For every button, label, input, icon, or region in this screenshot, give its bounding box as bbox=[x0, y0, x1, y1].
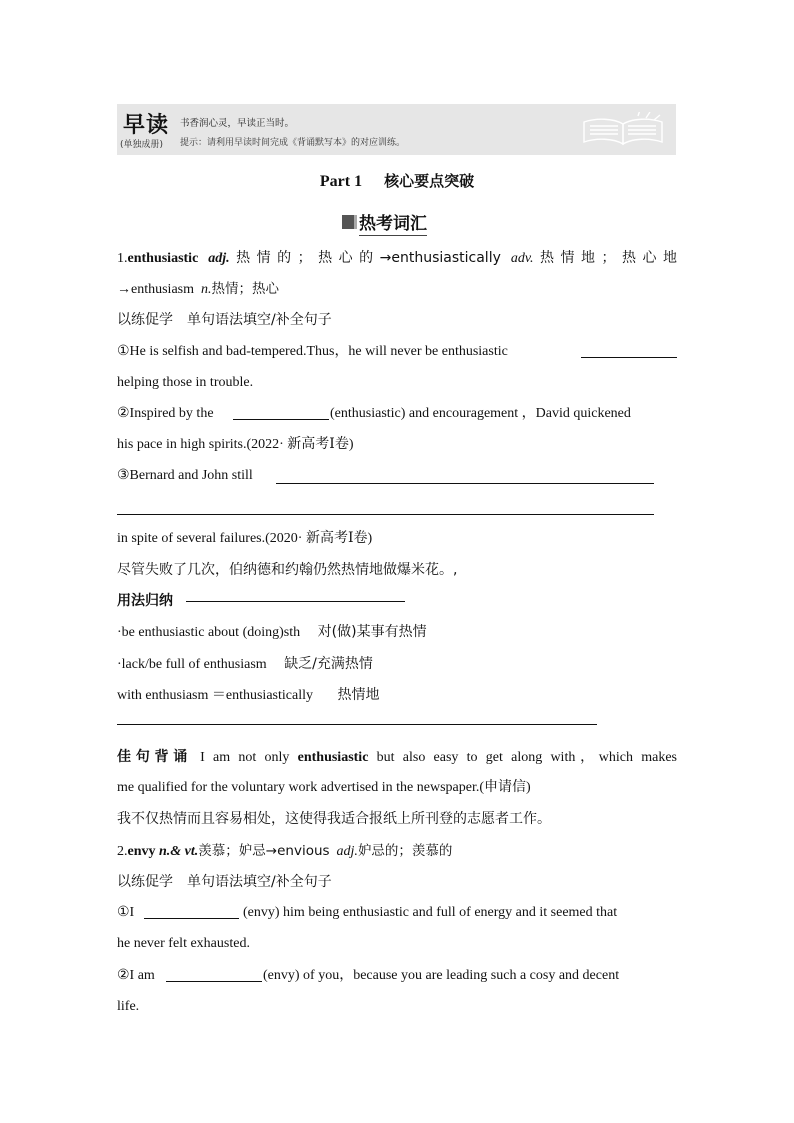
word2-number: 2. bbox=[117, 844, 128, 859]
usage-heading-rule bbox=[186, 601, 405, 602]
word2-q1-line2: he never felt exhausted. bbox=[117, 936, 250, 951]
banner-motto: 书香润心灵，早读正当时。 bbox=[180, 118, 295, 129]
word1-derivative-meaning: 热情；热心 bbox=[211, 281, 279, 297]
word2-q2-line2: life. bbox=[117, 999, 140, 1014]
word2-practice-heading: 以练促学 单句语法填空/补全句子 bbox=[117, 874, 332, 890]
word2-q2-post: (envy) of you，because you are leading such a cosy and decent bbox=[263, 968, 620, 983]
section-marker-icon bbox=[342, 215, 357, 229]
usage-1-cn: 对(做)某事有热情 bbox=[317, 624, 427, 640]
open-book-icon bbox=[578, 112, 668, 148]
word2-pos2: adj. bbox=[336, 844, 358, 859]
word1-meaning: 热情的；热心的→enthusiastically bbox=[229, 250, 501, 266]
banner-label: (单独成册) bbox=[120, 140, 164, 150]
word1-usage-heading: 用法归纳 bbox=[117, 593, 173, 609]
word2-q2-blank[interactable] bbox=[166, 967, 262, 982]
word1-q2-pre: ②Inspired by the bbox=[117, 406, 214, 421]
word1-pos2: adv. bbox=[510, 251, 534, 266]
word1-usage-2 bbox=[117, 654, 677, 675]
word1-q3-line1: ③Bernard and John still bbox=[117, 468, 253, 483]
word1-q1-blank[interactable] bbox=[581, 343, 677, 358]
word1-derivative bbox=[117, 279, 677, 300]
good-sentence-keyword: enthusiastic bbox=[297, 750, 369, 765]
usage-3-cn: 热情地 bbox=[337, 687, 380, 703]
usage-2-en: ·lack/be full of enthusiasm bbox=[117, 657, 267, 672]
word1-q3-blank2[interactable] bbox=[117, 514, 654, 515]
word1-q2-line2: his pace in high spirits.(2022· 新高考Ⅰ卷) bbox=[117, 437, 354, 452]
section-title: 热考词汇 bbox=[359, 214, 427, 234]
word1-q1-line2: helping those in trouble. bbox=[117, 375, 254, 390]
part-title: 核心要点突破 bbox=[384, 172, 475, 190]
word1-q3-line3: in spite of several failures.(2020· 新高考Ⅰ卷) bbox=[117, 531, 373, 546]
word2-meaning2: 妒忌的；羡慕的 bbox=[357, 843, 453, 859]
part-heading bbox=[0, 170, 794, 191]
word1-derivative-word: →enthusiasm bbox=[117, 282, 194, 297]
good-sentence-label: 佳句背诵 bbox=[117, 749, 192, 765]
word2-word: envy bbox=[127, 844, 156, 859]
usage-end-rule bbox=[117, 724, 597, 725]
section-heading bbox=[342, 209, 427, 233]
word2-meaning: 羡慕；妒忌→envious bbox=[198, 843, 330, 859]
word1-q3-blank1[interactable] bbox=[276, 483, 654, 484]
word2-q1-blank[interactable] bbox=[144, 904, 239, 919]
word1-good-sentence-chinese: 我不仅热情而且容易相处，这使得我适合报纸上所刊登的志愿者工作。 bbox=[117, 811, 551, 827]
word1-q1-text: ①He is selfish and bad-tempered.Thus，he will never be enthusiastic bbox=[117, 344, 508, 359]
banner-title: 早读 bbox=[123, 113, 170, 138]
word2-q2-pre: ②I am bbox=[117, 968, 155, 983]
word1-heading bbox=[117, 248, 677, 269]
usage-1-en: ·be enthusiastic about (doing)sth bbox=[117, 625, 301, 640]
word1-derivative-pos: n. bbox=[201, 282, 212, 297]
word1-pos: adj. bbox=[208, 251, 230, 266]
good-sentence-post: but also easy to get along with，which makes bbox=[376, 750, 678, 765]
word2-heading bbox=[117, 841, 677, 862]
word1-q2-post: (enthusiastic) and encouragement ，David quickened bbox=[330, 406, 631, 421]
good-sentence-pre: I am not only bbox=[200, 750, 290, 765]
word2-pos: n.& vt. bbox=[159, 844, 199, 859]
word2-q1-post: (envy) him being enthusiastic and full of energy and it seemed that bbox=[243, 905, 618, 920]
usage-2-cn: 缺乏/充满热情 bbox=[284, 656, 373, 672]
banner-tip: 提示：请利用早读时间完成《背诵默写本》的对应训练。 bbox=[180, 138, 406, 148]
morning-reading-banner bbox=[117, 104, 676, 155]
word2-q1-pre: ①I bbox=[117, 905, 135, 920]
word1-usage-3 bbox=[117, 685, 677, 706]
word1-number: 1. bbox=[117, 251, 128, 266]
word1-q2-blank[interactable] bbox=[233, 405, 329, 420]
word1-word: enthusiastic bbox=[127, 251, 199, 266]
word1-q3-chinese: 尽管失败了几次，伯纳德和约翰仍然热情地做爆米花。, bbox=[117, 562, 458, 578]
word1-practice-heading: 以练促学 单句语法填空/补全句子 bbox=[117, 312, 332, 328]
word1-meaning2: 热情地；热心地 bbox=[533, 250, 678, 266]
part-number: Part 1 bbox=[319, 173, 363, 190]
word1-good-sentence-line1 bbox=[117, 747, 677, 768]
word1-good-sentence-line2: me qualified for the voluntary work advertised in the newspaper.(申请信) bbox=[117, 780, 531, 795]
usage-3-en: with enthusiasm ＝enthusiastically bbox=[117, 688, 313, 703]
word1-usage-1 bbox=[117, 622, 677, 643]
